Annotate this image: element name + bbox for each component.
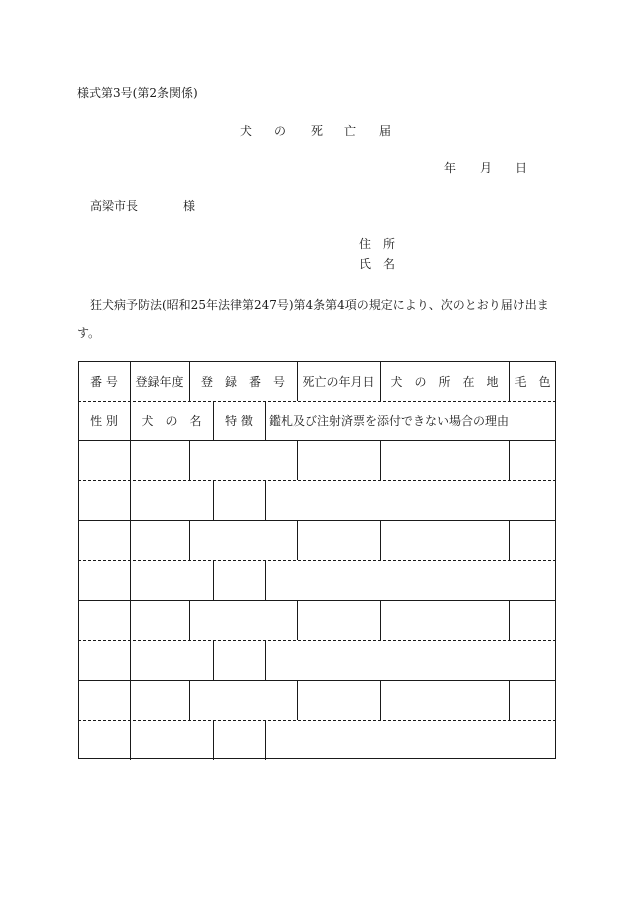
grid-dashed-line [78,480,556,481]
grid-line [380,361,381,401]
header-death-date: 死亡の年月日 [302,374,375,389]
grid-line [213,640,214,680]
grid-line [509,680,510,720]
header-registration-year: 登録年度 [135,374,184,389]
body-text-line1: 狂犬病予防法(昭和25年法律第247号)第4条第4項の規定により、次のとおり届け出ま [90,298,549,312]
grid-line [265,401,266,440]
grid-line [509,600,510,640]
grid-line [297,680,298,720]
grid-line [380,520,381,560]
date-month-label: 月 [480,161,493,175]
grid-dashed-line [78,560,556,561]
grid-line [380,680,381,720]
grid-line [189,361,190,401]
grid-line [265,720,266,760]
grid-line [265,560,266,600]
grid-line [130,361,131,401]
grid-line [213,480,214,520]
grid-line [130,520,131,560]
grid-line [130,560,131,600]
grid-line [509,361,510,401]
grid-line [130,680,131,720]
grid-line [189,520,190,560]
grid-line [189,440,190,480]
title-char: 犬 [240,124,253,138]
header-dog-location: 犬 の 所 在 地 [390,374,499,389]
grid-line [297,440,298,480]
notification-table [78,361,556,759]
grid-line [130,640,131,680]
grid-line [78,520,556,521]
grid-line [189,680,190,720]
grid-line [130,600,131,640]
grid-line [78,440,556,441]
grid-line [297,600,298,640]
grid-dashed-line [78,720,556,721]
addressee-name: 高梁市長 [90,199,139,213]
grid-line [380,440,381,480]
grid-line [380,600,381,640]
form-number: 様式第3号(第2条関係) [77,86,198,100]
grid-line [189,600,190,640]
header-registration-number: 登 録 番 号 [200,374,285,389]
date-year-label: 年 [444,161,457,175]
grid-line [297,361,298,401]
title-char: 死 [311,124,324,138]
grid-line [297,520,298,560]
applicant-name-label: 氏 名 [359,257,396,271]
grid-line [509,440,510,480]
grid-line [213,401,214,440]
grid-line [130,401,131,440]
grid-line [265,640,266,680]
header-sex: 性 別 [90,414,118,428]
header-coat-color: 毛 色 [514,374,551,389]
body-text-line2: す。 [77,326,101,340]
grid-line [130,440,131,480]
title-char: の [274,124,287,138]
header-dog-name: 犬 の 名 [141,414,202,428]
grid-line [78,600,556,601]
grid-line [78,680,556,681]
header-features: 特 徴 [225,414,253,428]
title-char: 亡 [344,124,357,138]
grid-line [130,720,131,760]
header-reason: 鑑札及び注射済票を添付できない場合の理由 [269,414,510,428]
grid-line [265,480,266,520]
date-day-label: 日 [515,161,528,175]
grid-line [130,480,131,520]
grid-dashed-line [78,401,556,402]
grid-dashed-line [78,640,556,641]
grid-line [509,520,510,560]
applicant-address-label: 住 所 [359,237,396,251]
title-char: 届 [379,124,392,138]
addressee-honorific: 様 [183,199,196,213]
grid-line [213,720,214,760]
header-number: 番 号 [90,374,118,389]
grid-line [213,560,214,600]
table-border-bottom [78,758,556,759]
